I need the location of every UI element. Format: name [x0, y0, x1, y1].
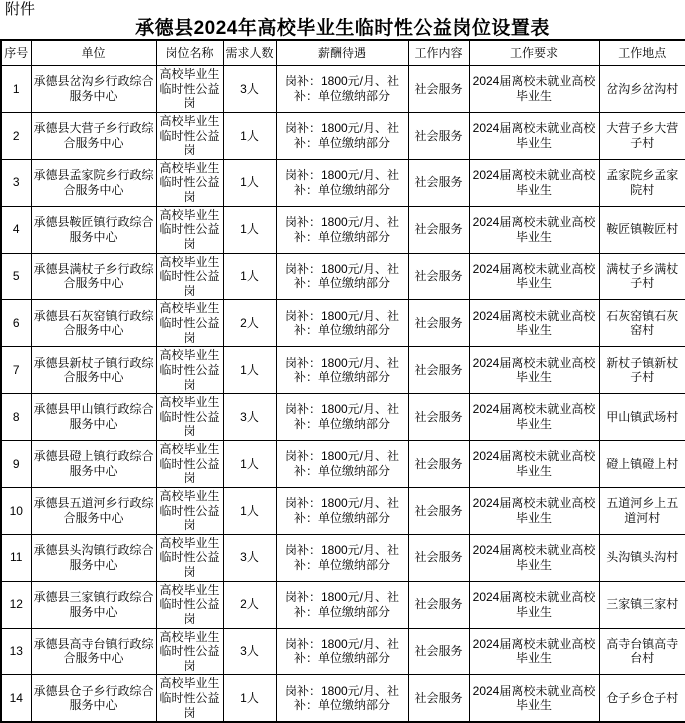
table-cell: 岗补：1800元/月、社补：单位缴纳部分 — [276, 675, 408, 722]
table-cell: 三家镇三家村 — [599, 581, 685, 628]
table-cell: 3人 — [223, 534, 276, 581]
table-cell: 承德县孟家院乡行政综合服务中心 — [31, 159, 156, 206]
table-cell: 承德县满杖子乡行政综合服务中心 — [31, 253, 156, 300]
table-cell: 社会服务 — [408, 347, 469, 394]
table-cell: 2024届离校未就业高校毕业生 — [469, 675, 599, 722]
table-cell: 3人 — [223, 628, 276, 675]
table-cell: 2024届离校未就业高校毕业生 — [469, 253, 599, 300]
table-cell: 1人 — [223, 441, 276, 488]
table-row — [1, 487, 685, 534]
table-body — [1, 66, 685, 723]
table-row — [1, 581, 685, 628]
table-cell: 1人 — [223, 206, 276, 253]
table-cell: 岗补：1800元/月、社补：单位缴纳部分 — [276, 534, 408, 581]
header-row — [1, 40, 685, 66]
column-header: 薪酬待遇 — [276, 40, 408, 66]
column-header: 单位 — [31, 40, 156, 66]
column-header: 工作地点 — [599, 40, 685, 66]
table-cell: 石灰窑镇石灰窑村 — [599, 300, 685, 347]
table-cell: 2024届离校未就业高校毕业生 — [469, 487, 599, 534]
table-cell: 高校毕业生临时性公益岗 — [156, 394, 223, 441]
table-cell: 岗补：1800元/月、社补：单位缴纳部分 — [276, 300, 408, 347]
table-cell: 岗补：1800元/月、社补：单位缴纳部分 — [276, 487, 408, 534]
table-row — [1, 675, 685, 722]
column-header: 工作内容 — [408, 40, 469, 66]
table-cell: 2 — [1, 112, 31, 159]
table-row — [1, 253, 685, 300]
table-cell: 承德县石灰窑镇行政综合服务中心 — [31, 300, 156, 347]
table-cell: 高校毕业生临时性公益岗 — [156, 347, 223, 394]
table-cell: 承德县三家镇行政综合服务中心 — [31, 581, 156, 628]
table-cell: 大营子乡大营子村 — [599, 112, 685, 159]
table-cell: 社会服务 — [408, 487, 469, 534]
table-row — [1, 159, 685, 206]
table-row — [1, 66, 685, 113]
table-cell: 3 — [1, 159, 31, 206]
table-cell: 高校毕业生临时性公益岗 — [156, 300, 223, 347]
table-cell: 高校毕业生临时性公益岗 — [156, 628, 223, 675]
table-cell: 仓子乡仓子村 — [599, 675, 685, 722]
table-cell: 岗补：1800元/月、社补：单位缴纳部分 — [276, 441, 408, 488]
table-row — [1, 441, 685, 488]
table-cell: 高校毕业生临时性公益岗 — [156, 159, 223, 206]
table-row — [1, 394, 685, 441]
table-cell: 11 — [1, 534, 31, 581]
table-cell: 2024届离校未就业高校毕业生 — [469, 300, 599, 347]
table-cell: 1人 — [223, 347, 276, 394]
table-cell: 岗补：1800元/月、社补：单位缴纳部分 — [276, 206, 408, 253]
table-cell: 高校毕业生临时性公益岗 — [156, 487, 223, 534]
table-cell: 岗补：1800元/月、社补：单位缴纳部分 — [276, 66, 408, 113]
table-cell: 满杖子乡满杖子村 — [599, 253, 685, 300]
table-cell: 1人 — [223, 487, 276, 534]
table-cell: 6 — [1, 300, 31, 347]
table-cell: 磴上镇磴上村 — [599, 441, 685, 488]
table-cell: 高寺台镇高寺台村 — [599, 628, 685, 675]
table-cell: 10 — [1, 487, 31, 534]
table-cell: 9 — [1, 441, 31, 488]
table-cell: 2024届离校未就业高校毕业生 — [469, 112, 599, 159]
table-cell: 13 — [1, 628, 31, 675]
table-cell: 五道河乡上五道河村 — [599, 487, 685, 534]
table-cell: 鞍匠镇鞍匠村 — [599, 206, 685, 253]
column-header: 岗位名称 — [156, 40, 223, 66]
table-cell: 2024届离校未就业高校毕业生 — [469, 347, 599, 394]
table-cell: 社会服务 — [408, 394, 469, 441]
table-cell: 2人 — [223, 581, 276, 628]
table-cell: 2024届离校未就业高校毕业生 — [469, 441, 599, 488]
table-cell: 高校毕业生临时性公益岗 — [156, 581, 223, 628]
table-cell: 社会服务 — [408, 66, 469, 113]
table-cell: 1人 — [223, 112, 276, 159]
table-cell: 岗补：1800元/月、社补：单位缴纳部分 — [276, 347, 408, 394]
table-cell: 2024届离校未就业高校毕业生 — [469, 66, 599, 113]
table-cell: 岔沟乡岔沟村 — [599, 66, 685, 113]
table-cell: 新杖子镇新杖子村 — [599, 347, 685, 394]
table-cell: 承德县甲山镇行政综合服务中心 — [31, 394, 156, 441]
table-cell: 1 — [1, 66, 31, 113]
table-cell: 2024届离校未就业高校毕业生 — [469, 394, 599, 441]
table-cell: 3人 — [223, 66, 276, 113]
table-cell: 岗补：1800元/月、社补：单位缴纳部分 — [276, 253, 408, 300]
page-title: 承德县2024年高校毕业生临时性公益岗位设置表 — [135, 18, 550, 39]
table-cell: 2024届离校未就业高校毕业生 — [469, 206, 599, 253]
table-cell: 承德县新杖子镇行政综合服务中心 — [31, 347, 156, 394]
table-cell: 岗补：1800元/月、社补：单位缴纳部分 — [276, 628, 408, 675]
column-header: 序号 — [1, 40, 31, 66]
table-cell: 高校毕业生临时性公益岗 — [156, 534, 223, 581]
table-cell: 4 — [1, 206, 31, 253]
table-cell: 2024届离校未就业高校毕业生 — [469, 581, 599, 628]
table-cell: 高校毕业生临时性公益岗 — [156, 441, 223, 488]
column-header: 需求人数 — [223, 40, 276, 66]
table-cell: 岗补：1800元/月、社补：单位缴纳部分 — [276, 394, 408, 441]
table-cell: 承德县高寺台镇行政综合服务中心 — [31, 628, 156, 675]
table-cell: 2024届离校未就业高校毕业生 — [469, 628, 599, 675]
column-header: 工作要求 — [469, 40, 599, 66]
table-cell: 岗补：1800元/月、社补：单位缴纳部分 — [276, 112, 408, 159]
attachment-label: 附件 — [5, 1, 36, 18]
table-cell: 8 — [1, 394, 31, 441]
table-cell: 高校毕业生临时性公益岗 — [156, 253, 223, 300]
table-cell: 头沟镇头沟村 — [599, 534, 685, 581]
table-cell: 社会服务 — [408, 159, 469, 206]
table-cell: 社会服务 — [408, 300, 469, 347]
table-cell: 社会服务 — [408, 628, 469, 675]
positions-table — [0, 39, 685, 723]
table-row — [1, 112, 685, 159]
table-cell: 岗补：1800元/月、社补：单位缴纳部分 — [276, 581, 408, 628]
table-cell: 承德县仓子乡行政综合服务中心 — [31, 675, 156, 722]
table-cell: 社会服务 — [408, 675, 469, 722]
table-cell: 承德县岔沟乡行政综合服务中心 — [31, 66, 156, 113]
table-cell: 2人 — [223, 300, 276, 347]
table-cell: 2024届离校未就业高校毕业生 — [469, 159, 599, 206]
table-cell: 高校毕业生临时性公益岗 — [156, 66, 223, 113]
table-cell: 7 — [1, 347, 31, 394]
table-cell: 高校毕业生临时性公益岗 — [156, 112, 223, 159]
table-cell: 承德县鞍匠镇行政综合服务中心 — [31, 206, 156, 253]
table-cell: 承德县磴上镇行政综合服务中心 — [31, 441, 156, 488]
table-cell: 岗补：1800元/月、社补：单位缴纳部分 — [276, 159, 408, 206]
table-cell: 社会服务 — [408, 253, 469, 300]
table-cell: 1人 — [223, 253, 276, 300]
table-cell: 社会服务 — [408, 581, 469, 628]
table-cell: 承德县头沟镇行政综合服务中心 — [31, 534, 156, 581]
table-cell: 甲山镇武场村 — [599, 394, 685, 441]
table-cell: 社会服务 — [408, 206, 469, 253]
table-row — [1, 628, 685, 675]
table-cell: 5 — [1, 253, 31, 300]
table-cell: 承德县大营子乡行政综合服务中心 — [31, 112, 156, 159]
table-row — [1, 300, 685, 347]
table-cell: 1人 — [223, 675, 276, 722]
table-cell: 2024届离校未就业高校毕业生 — [469, 534, 599, 581]
table-cell: 孟家院乡孟家院村 — [599, 159, 685, 206]
table-cell: 社会服务 — [408, 534, 469, 581]
table-cell: 高校毕业生临时性公益岗 — [156, 206, 223, 253]
table-cell: 3人 — [223, 394, 276, 441]
table-cell: 承德县五道河乡行政综合服务中心 — [31, 487, 156, 534]
table-row — [1, 534, 685, 581]
table-cell: 1人 — [223, 159, 276, 206]
table-cell: 社会服务 — [408, 441, 469, 488]
table-cell: 12 — [1, 581, 31, 628]
table-cell: 高校毕业生临时性公益岗 — [156, 675, 223, 722]
table-row — [1, 206, 685, 253]
table-row — [1, 347, 685, 394]
table-cell: 14 — [1, 675, 31, 722]
table-cell: 社会服务 — [408, 112, 469, 159]
